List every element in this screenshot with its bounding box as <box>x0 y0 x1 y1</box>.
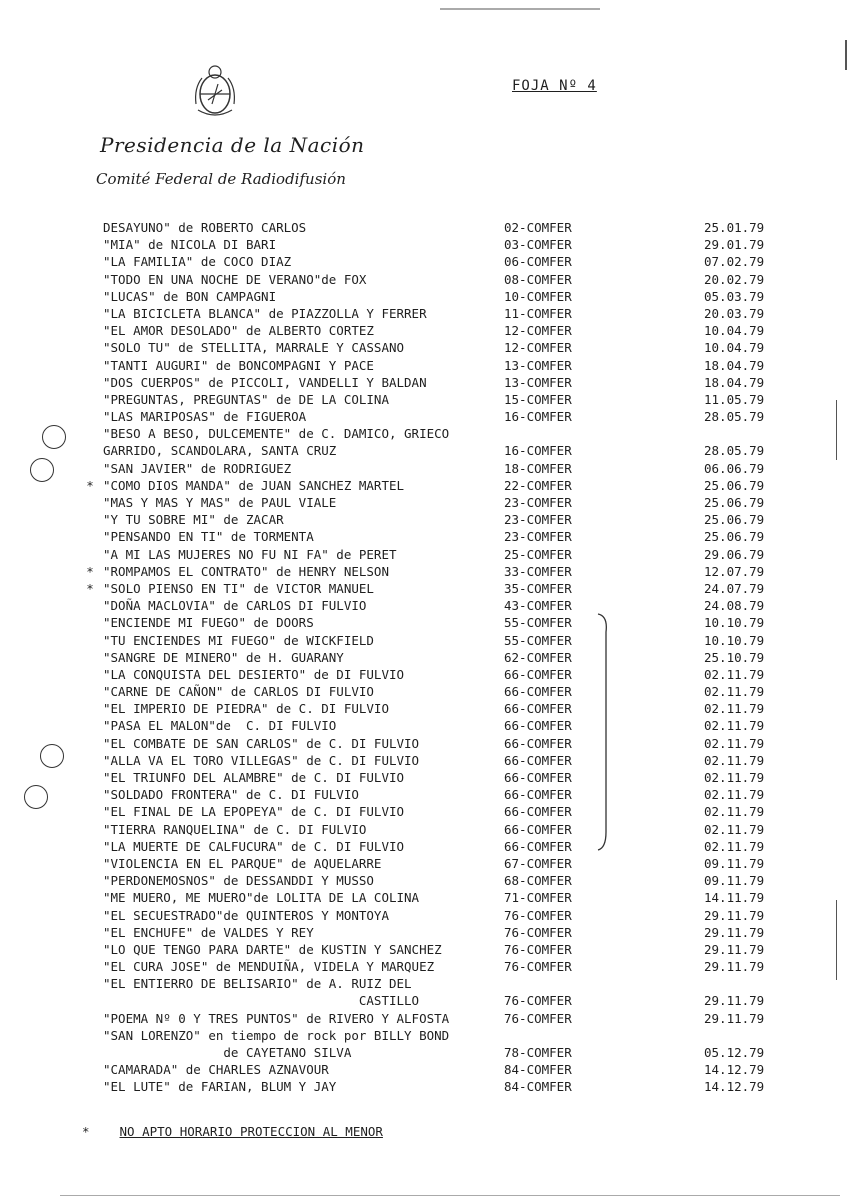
list-item <box>0 442 858 459</box>
resolution-date: 24.07.79 <box>704 580 765 596</box>
resolution-code: 55-COMFER <box>504 615 572 631</box>
song-title: "MAS Y MAS Y MAS" de PAUL VIALE <box>103 495 337 510</box>
song-title: "SOLO PIENSO EN TI" de VICTOR MANUEL <box>103 580 374 596</box>
resolution-date: 10.10.79 <box>704 632 765 648</box>
song-title: "POEMA Nº 0 Y TRES PUNTOS" de RIVERO Y ALFOSTA <box>103 1010 450 1026</box>
resolution-code: 03-COMFER <box>504 237 572 253</box>
resolution-code: 02-COMFER <box>504 220 572 235</box>
list-item <box>0 889 858 906</box>
resolution-code: 25-COMFER <box>504 546 572 562</box>
song-title: "DOS CUERPOS" de PICCOLI, VANDELLI Y BALDAN <box>103 374 427 390</box>
list-item <box>0 460 858 477</box>
resolution-date: 02.11.79 <box>704 701 765 717</box>
resolution-code: 68-COMFER <box>504 873 572 889</box>
resolution-code: 66-COMFER <box>504 684 572 700</box>
resolution-date: 25.06.79 <box>704 529 765 545</box>
song-title: "A MI LAS MUJERES NO FU NI FA" de PERET <box>103 546 397 562</box>
song-title: "PASA EL MALON"de C. DI FULVIO <box>103 718 337 734</box>
resolution-code: 66-COMFER <box>504 770 572 785</box>
row-asterisk: * <box>86 563 94 579</box>
resolution-code: 76-COMFER <box>504 907 572 923</box>
resolution-code: 13-COMFER <box>504 374 572 390</box>
list-item <box>0 1010 858 1027</box>
resolution-date: 29.11.79 <box>704 1010 765 1026</box>
list-item <box>0 666 858 683</box>
resolution-date: 18.04.79 <box>704 374 765 390</box>
resolution-date: 02.11.79 <box>704 735 765 751</box>
resolution-code: 06-COMFER <box>504 254 572 270</box>
list-item <box>0 1061 858 1078</box>
resolution-date: 02.11.79 <box>704 752 765 768</box>
scan-noise <box>60 1195 840 1196</box>
list-item <box>0 339 858 356</box>
resolution-code: 71-COMFER <box>504 890 572 906</box>
list-item <box>0 683 858 700</box>
song-title: "PERDONEMOSNOS" de DESSANDDI Y MUSSO <box>103 873 374 889</box>
list-item <box>0 992 858 1009</box>
resolution-code: 76-COMFER <box>504 1010 572 1026</box>
resolution-code: 66-COMFER <box>504 804 572 820</box>
resolution-date: 25.01.79 <box>704 220 765 235</box>
list-item <box>0 786 858 803</box>
resolution-code: 67-COMFER <box>504 855 572 871</box>
list-item <box>0 632 858 649</box>
list-item <box>0 769 858 786</box>
song-title: "LA CONQUISTA DEL DESIERTO" de DI FULVIO <box>103 666 405 682</box>
resolution-code: 76-COMFER <box>504 924 572 940</box>
list-item <box>0 1044 858 1061</box>
coat-of-arms-icon <box>190 60 240 120</box>
song-title: "LA FAMILIA" de COCO DIAZ <box>103 254 292 270</box>
list-item <box>0 649 858 666</box>
song-title: "EL TRIUNFO DEL ALAMBRE" de C. DI FULVIO <box>103 770 405 785</box>
resolution-code: 22-COMFER <box>504 477 572 493</box>
resolution-date: 09.11.79 <box>704 855 765 871</box>
list-item <box>0 477 858 494</box>
song-title: "TIERRA RANQUELINA" de C. DI FULVIO <box>103 821 367 837</box>
list-item <box>0 546 858 563</box>
list-item <box>0 236 858 253</box>
song-title: "SAN JAVIER" de RODRIGUEZ <box>103 460 292 476</box>
resolution-date: 02.11.79 <box>704 838 765 854</box>
song-title: "BESO A BESO, DULCEMENTE" de C. DAMICO, GRIECO <box>103 426 450 442</box>
song-title: "CARNE DE CAÑON" de CARLOS DI FULVIO <box>103 684 374 700</box>
letterhead-title: Presidencia de la Nación <box>100 133 365 157</box>
resolution-date: 29.06.79 <box>704 546 765 562</box>
resolution-code: 23-COMFER <box>504 495 572 510</box>
resolution-code: 76-COMFER <box>504 941 572 957</box>
footnote-asterisk: * <box>82 1124 90 1139</box>
resolution-date: 29.11.79 <box>704 907 765 923</box>
list-item <box>0 322 858 339</box>
resolution-code: 66-COMFER <box>504 735 572 751</box>
resolution-date: 05.03.79 <box>704 288 765 304</box>
resolution-code: 66-COMFER <box>504 787 572 803</box>
song-title: "LA BICICLETA BLANCA" de PIAZZOLLA Y FERRER <box>103 305 427 321</box>
list-item <box>0 803 858 820</box>
list-item <box>0 941 858 958</box>
list-item <box>0 597 858 614</box>
song-title: "TANTI AUGURI" de BONCOMPAGNI Y PACE <box>103 357 374 373</box>
song-title: "PENSANDO EN TI" de TORMENTA <box>103 529 314 545</box>
list-item <box>0 855 858 872</box>
list-item <box>0 735 858 752</box>
list-item <box>0 924 858 941</box>
resolution-code: 35-COMFER <box>504 580 572 596</box>
resolution-date: 29.11.79 <box>704 993 765 1009</box>
song-title: "LO QUE TENGO PARA DARTE" de KUSTIN Y SANCHEZ <box>103 941 442 957</box>
list-item <box>0 717 858 734</box>
song-title: CASTILLO <box>103 993 420 1009</box>
song-title: "PREGUNTAS, PREGUNTAS" de DE LA COLINA <box>103 391 389 407</box>
resolution-code: 66-COMFER <box>504 821 572 837</box>
resolution-code: 12-COMFER <box>504 340 572 356</box>
footnote-text: NO APTO HORARIO PROTECCION AL MENOR <box>119 1124 383 1139</box>
resolution-code: 23-COMFER <box>504 529 572 545</box>
song-title: "COMO DIOS MANDA" de JUAN SANCHEZ MARTEL <box>103 477 405 493</box>
song-title: "EL COMBATE DE SAN CARLOS" de C. DI FULVIO <box>103 735 420 751</box>
resolution-code: 78-COMFER <box>504 1045 572 1060</box>
resolution-code: 18-COMFER <box>504 460 572 476</box>
list-item <box>0 700 858 717</box>
list-item <box>0 528 858 545</box>
resolution-date: 29.11.79 <box>704 924 765 940</box>
list-item <box>0 838 858 855</box>
list-item <box>0 821 858 838</box>
letterhead-subtitle: Comité Federal de Radiodifusión <box>96 170 346 188</box>
scan-noise <box>836 900 837 980</box>
list-item <box>0 958 858 975</box>
resolution-code: 13-COMFER <box>504 357 572 373</box>
resolution-date: 25.10.79 <box>704 649 765 665</box>
resolution-date: 02.11.79 <box>704 787 765 803</box>
resolution-date: 10.04.79 <box>704 323 765 339</box>
resolution-code: 12-COMFER <box>504 323 572 339</box>
resolution-date: 10.04.79 <box>704 340 765 356</box>
resolution-code: 66-COMFER <box>504 718 572 734</box>
song-title: de CAYETANO SILVA <box>103 1045 352 1060</box>
resolution-code: 10-COMFER <box>504 288 572 304</box>
list-item <box>0 872 858 889</box>
list-item <box>0 253 858 270</box>
song-title: "EL AMOR DESOLADO" de ALBERTO CORTEZ <box>103 323 374 339</box>
song-title: "EL ENCHUFE" de VALDES Y REY <box>103 924 314 940</box>
resolution-date: 02.11.79 <box>704 770 765 785</box>
song-title: GARRIDO, SCANDOLARA, SANTA CRUZ <box>103 443 337 459</box>
song-title: "SAN LORENZO" en tiempo de rock por BILLY BOND <box>103 1027 450 1043</box>
song-title: "LAS MARIPOSAS" de FIGUEROA <box>103 409 307 425</box>
resolution-code: 66-COMFER <box>504 838 572 854</box>
resolution-date: 18.04.79 <box>704 357 765 373</box>
list-item <box>0 219 858 236</box>
resolution-date: 02.11.79 <box>704 804 765 820</box>
resolution-date: 28.05.79 <box>704 443 765 459</box>
song-title: "EL CURA JOSE" de MENDUIÑA, VIDELA Y MARQUEZ <box>103 959 435 975</box>
list-item <box>0 907 858 924</box>
resolution-date: 14.12.79 <box>704 1062 765 1078</box>
resolution-code: 76-COMFER <box>504 993 572 1009</box>
song-title: "ROMPAMOS EL CONTRATO" de HENRY NELSON <box>103 563 389 579</box>
page-number-label: FOJA Nº 4 <box>512 78 597 94</box>
resolution-date: 02.11.79 <box>704 718 765 734</box>
song-title: "CAMARADA" de CHARLES AZNAVOUR <box>103 1062 329 1078</box>
list-item <box>0 580 858 597</box>
resolution-code: 16-COMFER <box>504 443 572 459</box>
song-title: "ENCIENDE MI FUEGO" de DOORS <box>103 615 314 631</box>
song-title: "EL SECUESTRADO"de QUINTEROS Y MONTOYA <box>103 907 389 923</box>
song-title: "EL FINAL DE LA EPOPEYA" de C. DI FULVIO <box>103 804 405 820</box>
resolution-code: 62-COMFER <box>504 649 572 665</box>
list-item <box>0 752 858 769</box>
resolution-date: 10.10.79 <box>704 615 765 631</box>
song-title: "ME MUERO, ME MUERO"de LOLITA DE LA COLINA <box>103 890 420 906</box>
resolution-date: 28.05.79 <box>704 409 765 425</box>
resolution-date: 29.11.79 <box>704 941 765 957</box>
list-item <box>0 1078 858 1095</box>
list-item <box>0 511 858 528</box>
list-item <box>0 563 858 580</box>
list-item <box>0 391 858 408</box>
resolution-code: 55-COMFER <box>504 632 572 648</box>
resolution-date: 25.06.79 <box>704 477 765 493</box>
resolution-date: 09.11.79 <box>704 873 765 889</box>
list-item <box>0 1027 858 1044</box>
song-title: "SOLO TU" de STELLITA, MARRALE Y CASSANO <box>103 340 405 356</box>
resolution-date: 02.11.79 <box>704 821 765 837</box>
footnote <box>82 1124 383 1139</box>
resolution-code: 15-COMFER <box>504 391 572 407</box>
resolution-code: 16-COMFER <box>504 409 572 425</box>
resolution-code: 84-COMFER <box>504 1079 572 1095</box>
song-title: "EL LUTE" de FARIAN, BLUM Y JAY <box>103 1079 337 1095</box>
resolution-date: 29.11.79 <box>704 959 765 975</box>
list-item <box>0 614 858 631</box>
row-asterisk: * <box>86 477 94 493</box>
list-item <box>0 408 858 425</box>
song-title: "SOLDADO FRONTERA" de C. DI FULVIO <box>103 787 359 803</box>
list-item <box>0 288 858 305</box>
resolution-date: 02.11.79 <box>704 684 765 700</box>
song-title: "LUCAS" de BON CAMPAGNI <box>103 288 277 304</box>
resolution-code: 66-COMFER <box>504 752 572 768</box>
list-item <box>0 271 858 288</box>
resolution-date: 24.08.79 <box>704 598 765 614</box>
list-item <box>0 975 858 992</box>
song-title: "ALLA VA EL TORO VILLEGAS" de C. DI FULVIO <box>103 752 420 768</box>
broadcast-list <box>0 219 858 1096</box>
list-item <box>0 374 858 391</box>
scan-noise <box>440 8 600 10</box>
song-title: "SANGRE DE MINERO" de H. GUARANY <box>103 649 344 665</box>
resolution-date: 11.05.79 <box>704 391 765 407</box>
song-title: "LA MUERTE DE CALFUCURA" de C. DI FULVIO <box>103 838 405 854</box>
resolution-code: 23-COMFER <box>504 512 572 528</box>
scan-noise <box>836 400 837 460</box>
resolution-date: 20.02.79 <box>704 271 765 287</box>
resolution-code: 66-COMFER <box>504 666 572 682</box>
list-item <box>0 305 858 322</box>
song-title: "DOÑA MACLOVIA" de CARLOS DI FULVIO <box>103 598 367 614</box>
resolution-date: 12.07.79 <box>704 563 765 579</box>
song-title: "VIOLENCIA EN EL PARQUE" de AQUELARRE <box>103 855 382 871</box>
resolution-date: 25.06.79 <box>704 512 765 528</box>
resolution-code: 84-COMFER <box>504 1062 572 1078</box>
resolution-date: 05.12.79 <box>704 1045 765 1060</box>
resolution-code: 66-COMFER <box>504 701 572 717</box>
song-title: DESAYUNO" de ROBERTO CARLOS <box>103 220 307 235</box>
resolution-date: 14.11.79 <box>704 890 765 906</box>
list-item <box>0 425 858 442</box>
resolution-date: 06.06.79 <box>704 460 765 476</box>
resolution-code: 33-COMFER <box>504 563 572 579</box>
song-title: "Y TU SOBRE MI" de ZACAR <box>103 512 284 528</box>
resolution-code: 43-COMFER <box>504 598 572 614</box>
resolution-code: 08-COMFER <box>504 271 572 287</box>
list-item <box>0 494 858 511</box>
resolution-date: 20.03.79 <box>704 305 765 321</box>
list-item <box>0 357 858 374</box>
resolution-code: 11-COMFER <box>504 305 572 321</box>
resolution-date: 29.01.79 <box>704 237 765 253</box>
scan-noise <box>845 40 847 70</box>
resolution-date: 14.12.79 <box>704 1079 765 1095</box>
song-title: "EL IMPERIO DE PIEDRA" de C. DI FULVIO <box>103 701 389 717</box>
song-title: "MIA" de NICOLA DI BARI <box>103 237 277 253</box>
resolution-date: 02.11.79 <box>704 666 765 682</box>
row-asterisk: * <box>86 580 94 596</box>
resolution-date: 07.02.79 <box>704 254 765 270</box>
song-title: "TU ENCIENDES MI FUEGO" de WICKFIELD <box>103 632 374 648</box>
song-title: "EL ENTIERRO DE BELISARIO" de A. RUIZ DEL <box>103 976 412 992</box>
resolution-code: 76-COMFER <box>504 959 572 975</box>
resolution-date: 25.06.79 <box>704 495 765 510</box>
song-title: "TODO EN UNA NOCHE DE VERANO"de FOX <box>103 271 367 287</box>
